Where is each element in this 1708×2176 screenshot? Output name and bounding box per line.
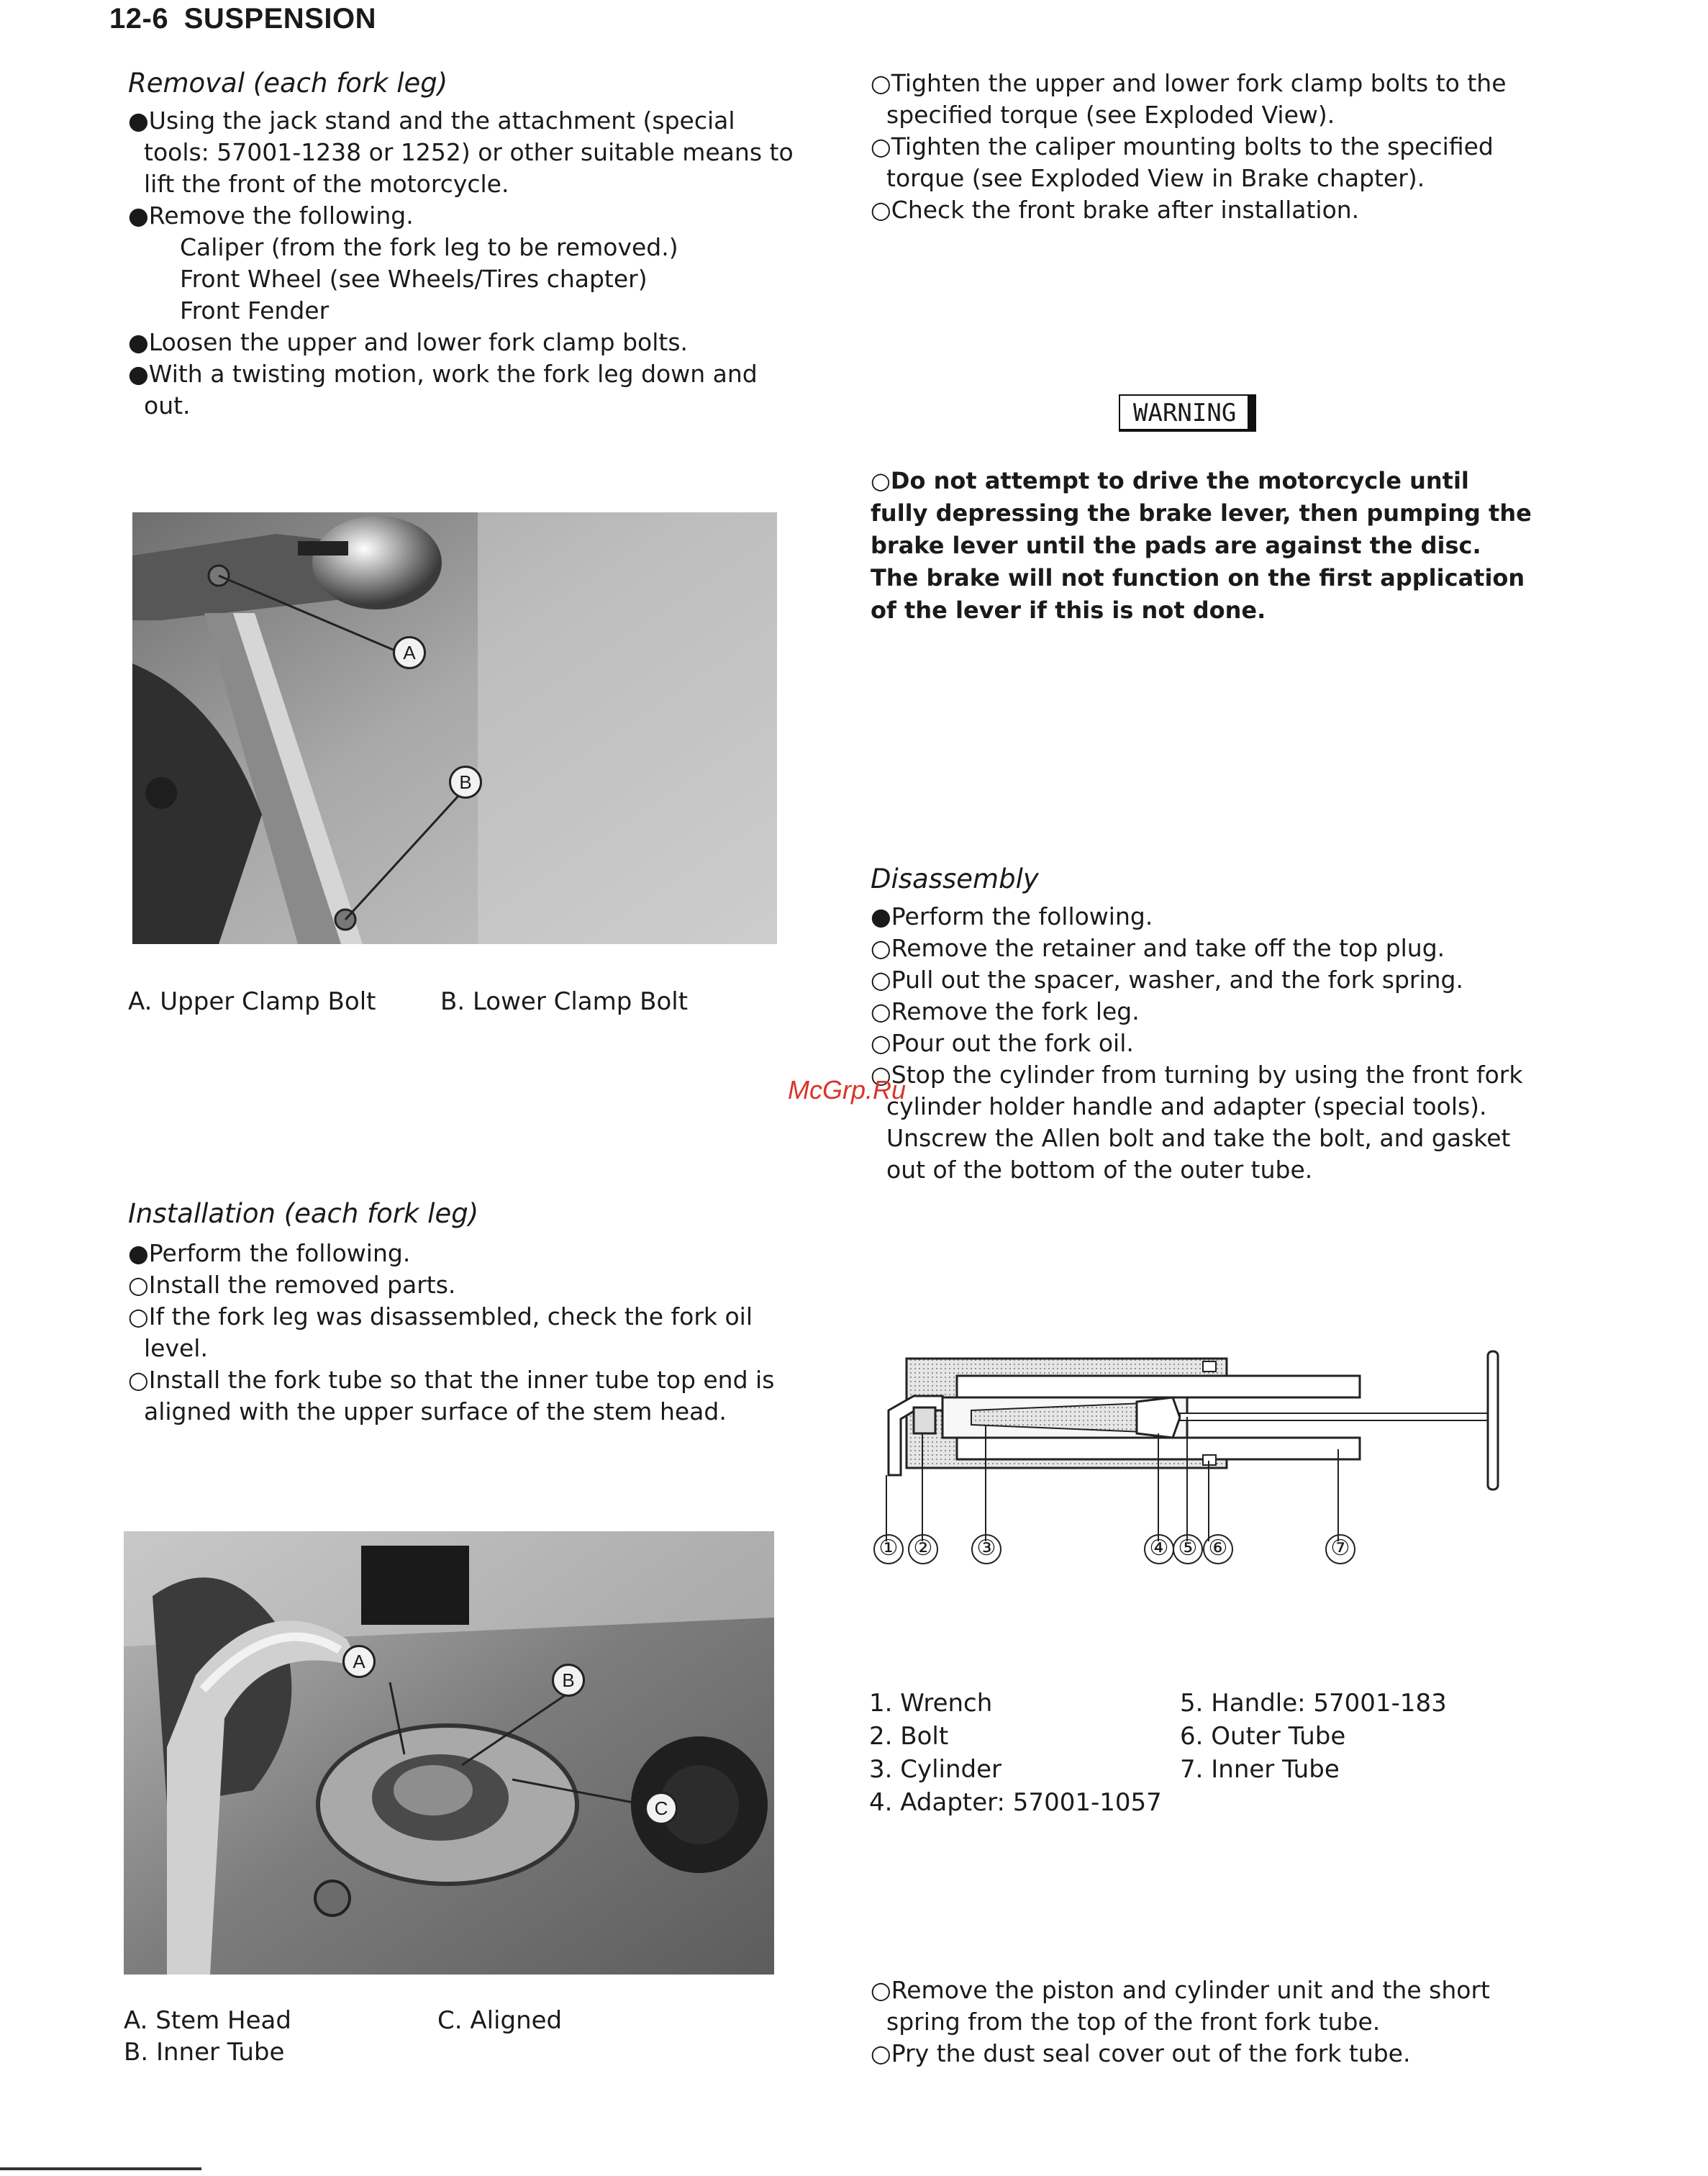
callout-a: A: [342, 1645, 376, 1678]
legend-item: 2. Bolt: [869, 1722, 949, 1751]
removal-step: ●Using the jack stand and the attachment (special tools: 57001-1238 or 1252) or other suitable means to lift the front of the motorcycle.: [128, 106, 794, 198]
stem-head-photo: [124, 1531, 774, 1975]
installation-step: ○If the fork leg was disassembled, check the fork oil level.: [128, 1302, 753, 1362]
diagram-legend-left: [869, 1687, 1162, 1819]
removal-subitem: Front Wheel (see Wheels/Tires chapter): [180, 265, 648, 293]
tightening-step: ○Check the front brake after installation.: [871, 196, 1360, 224]
removal-step: ●Loosen the upper and lower fork clamp bolts.: [128, 328, 688, 356]
removal-subitem: Front Fender: [180, 296, 330, 325]
removal-title: Removal (each fork leg): [128, 68, 448, 99]
disassembly-step: ○Pull out the spacer, washer, and the fork spring.: [871, 966, 1463, 994]
photo1-caption-a: A. Upper Clamp Bolt: [128, 987, 376, 1016]
fork-clamp-photo: [132, 512, 777, 944]
final-steps: [871, 1975, 1532, 2070]
disassembly-title: Disassembly: [871, 863, 1039, 894]
tightening-step: ○Tighten the caliper mounting bolts to the specified torque (see Exploded View in Brake chapter).: [871, 132, 1494, 192]
tightening-step: ○Tighten the upper and lower fork clamp bolts to the specified torque (see Exploded View).: [871, 69, 1507, 129]
photo2-caption-c: C. Aligned: [437, 2006, 563, 2035]
legend-item: 4. Adapter: 57001-1057: [869, 1788, 1162, 1817]
diagram-legend-right: [1180, 1687, 1447, 1786]
disassembly-step: ○Remove the fork leg.: [871, 997, 1140, 1025]
diagram-number-4: ④: [1144, 1534, 1174, 1564]
removal-step: ●Remove the following.: [128, 201, 414, 230]
disassembly-step: ●Perform the following.: [871, 902, 1153, 930]
final-step: ○Remove the piston and cylinder unit and the short spring from the top of the front fork tube.: [871, 1976, 1490, 2036]
callout-c: C: [645, 1792, 678, 1825]
legend-item: 5. Handle: 57001-183: [1180, 1689, 1447, 1718]
page-bottom-rule: [0, 2167, 201, 2170]
diagram-number-3: ③: [971, 1534, 1001, 1564]
page-section-title: SUSPENSION: [183, 3, 376, 35]
legend-item: 3. Cylinder: [869, 1755, 1002, 1784]
legend-item: 6. Outer Tube: [1180, 1722, 1346, 1751]
page-number: 12-6: [109, 3, 169, 35]
legend-item: 1. Wrench: [869, 1689, 993, 1718]
diagram-number-6: ⑥: [1203, 1534, 1233, 1564]
disassembly-step: ○Remove the retainer and take off the top plug.: [871, 934, 1445, 962]
installation-step: ○Install the fork tube so that the inner tube top end is aligned with the upper surface of the stem head.: [128, 1366, 775, 1425]
fork-clamp-photo-art: [132, 512, 777, 944]
removal-step: ●With a twisting motion, work the fork leg down and out.: [128, 360, 758, 420]
installation-step: ○Install the removed parts.: [128, 1271, 456, 1299]
final-step: ○Pry the dust seal cover out of the fork tube.: [871, 2039, 1411, 2067]
photo2-caption-a: A. Stem Head: [124, 2006, 291, 2035]
removal-steps: [128, 105, 794, 422]
installation-steps: [128, 1238, 794, 1428]
installation-step: ●Perform the following.: [128, 1239, 411, 1267]
installation-title: Installation (each fork leg): [128, 1198, 479, 1229]
diagram-number-2: ②: [908, 1534, 938, 1564]
warning-label: WARNING: [1119, 394, 1256, 432]
page-header: [109, 3, 376, 35]
disassembly-step: ○Pour out the fork oil.: [871, 1029, 1134, 1057]
stem-head-photo-art: [124, 1531, 774, 1975]
diagram-number-7: ⑦: [1325, 1534, 1355, 1564]
tightening-steps: [871, 68, 1532, 226]
legend-item: 7. Inner Tube: [1180, 1755, 1340, 1784]
callout-a: A: [393, 636, 426, 669]
callout-b: B: [552, 1664, 585, 1697]
photo2-caption-b: B. Inner Tube: [124, 2038, 285, 2067]
disassembly-steps: [871, 901, 1532, 1186]
diagram-number-1: ①: [873, 1534, 904, 1564]
warning-text: ○Do not attempt to drive the motorcycle until fully depressing the brake lever, then pumping the brake lever until the pads are against the disc. The brake will not function on the first application of the lever if this is not done.: [871, 467, 1532, 624]
diagram-number-5: ⑤: [1173, 1534, 1203, 1564]
removal-subitem: Caliper (from the fork leg to be removed.): [180, 233, 678, 261]
photo1-caption-b: B. Lower Clamp Bolt: [440, 987, 689, 1016]
watermark: McGrp.Ru: [788, 1075, 907, 1105]
disassembly-step: ○Stop the cylinder from turning by using the front fork cylinder holder handle and adapter (special tools). Unscrew the Allen bolt and take the bolt, and gasket out of the bottom of the outer tube.: [871, 1061, 1523, 1184]
callout-b: B: [449, 766, 482, 799]
